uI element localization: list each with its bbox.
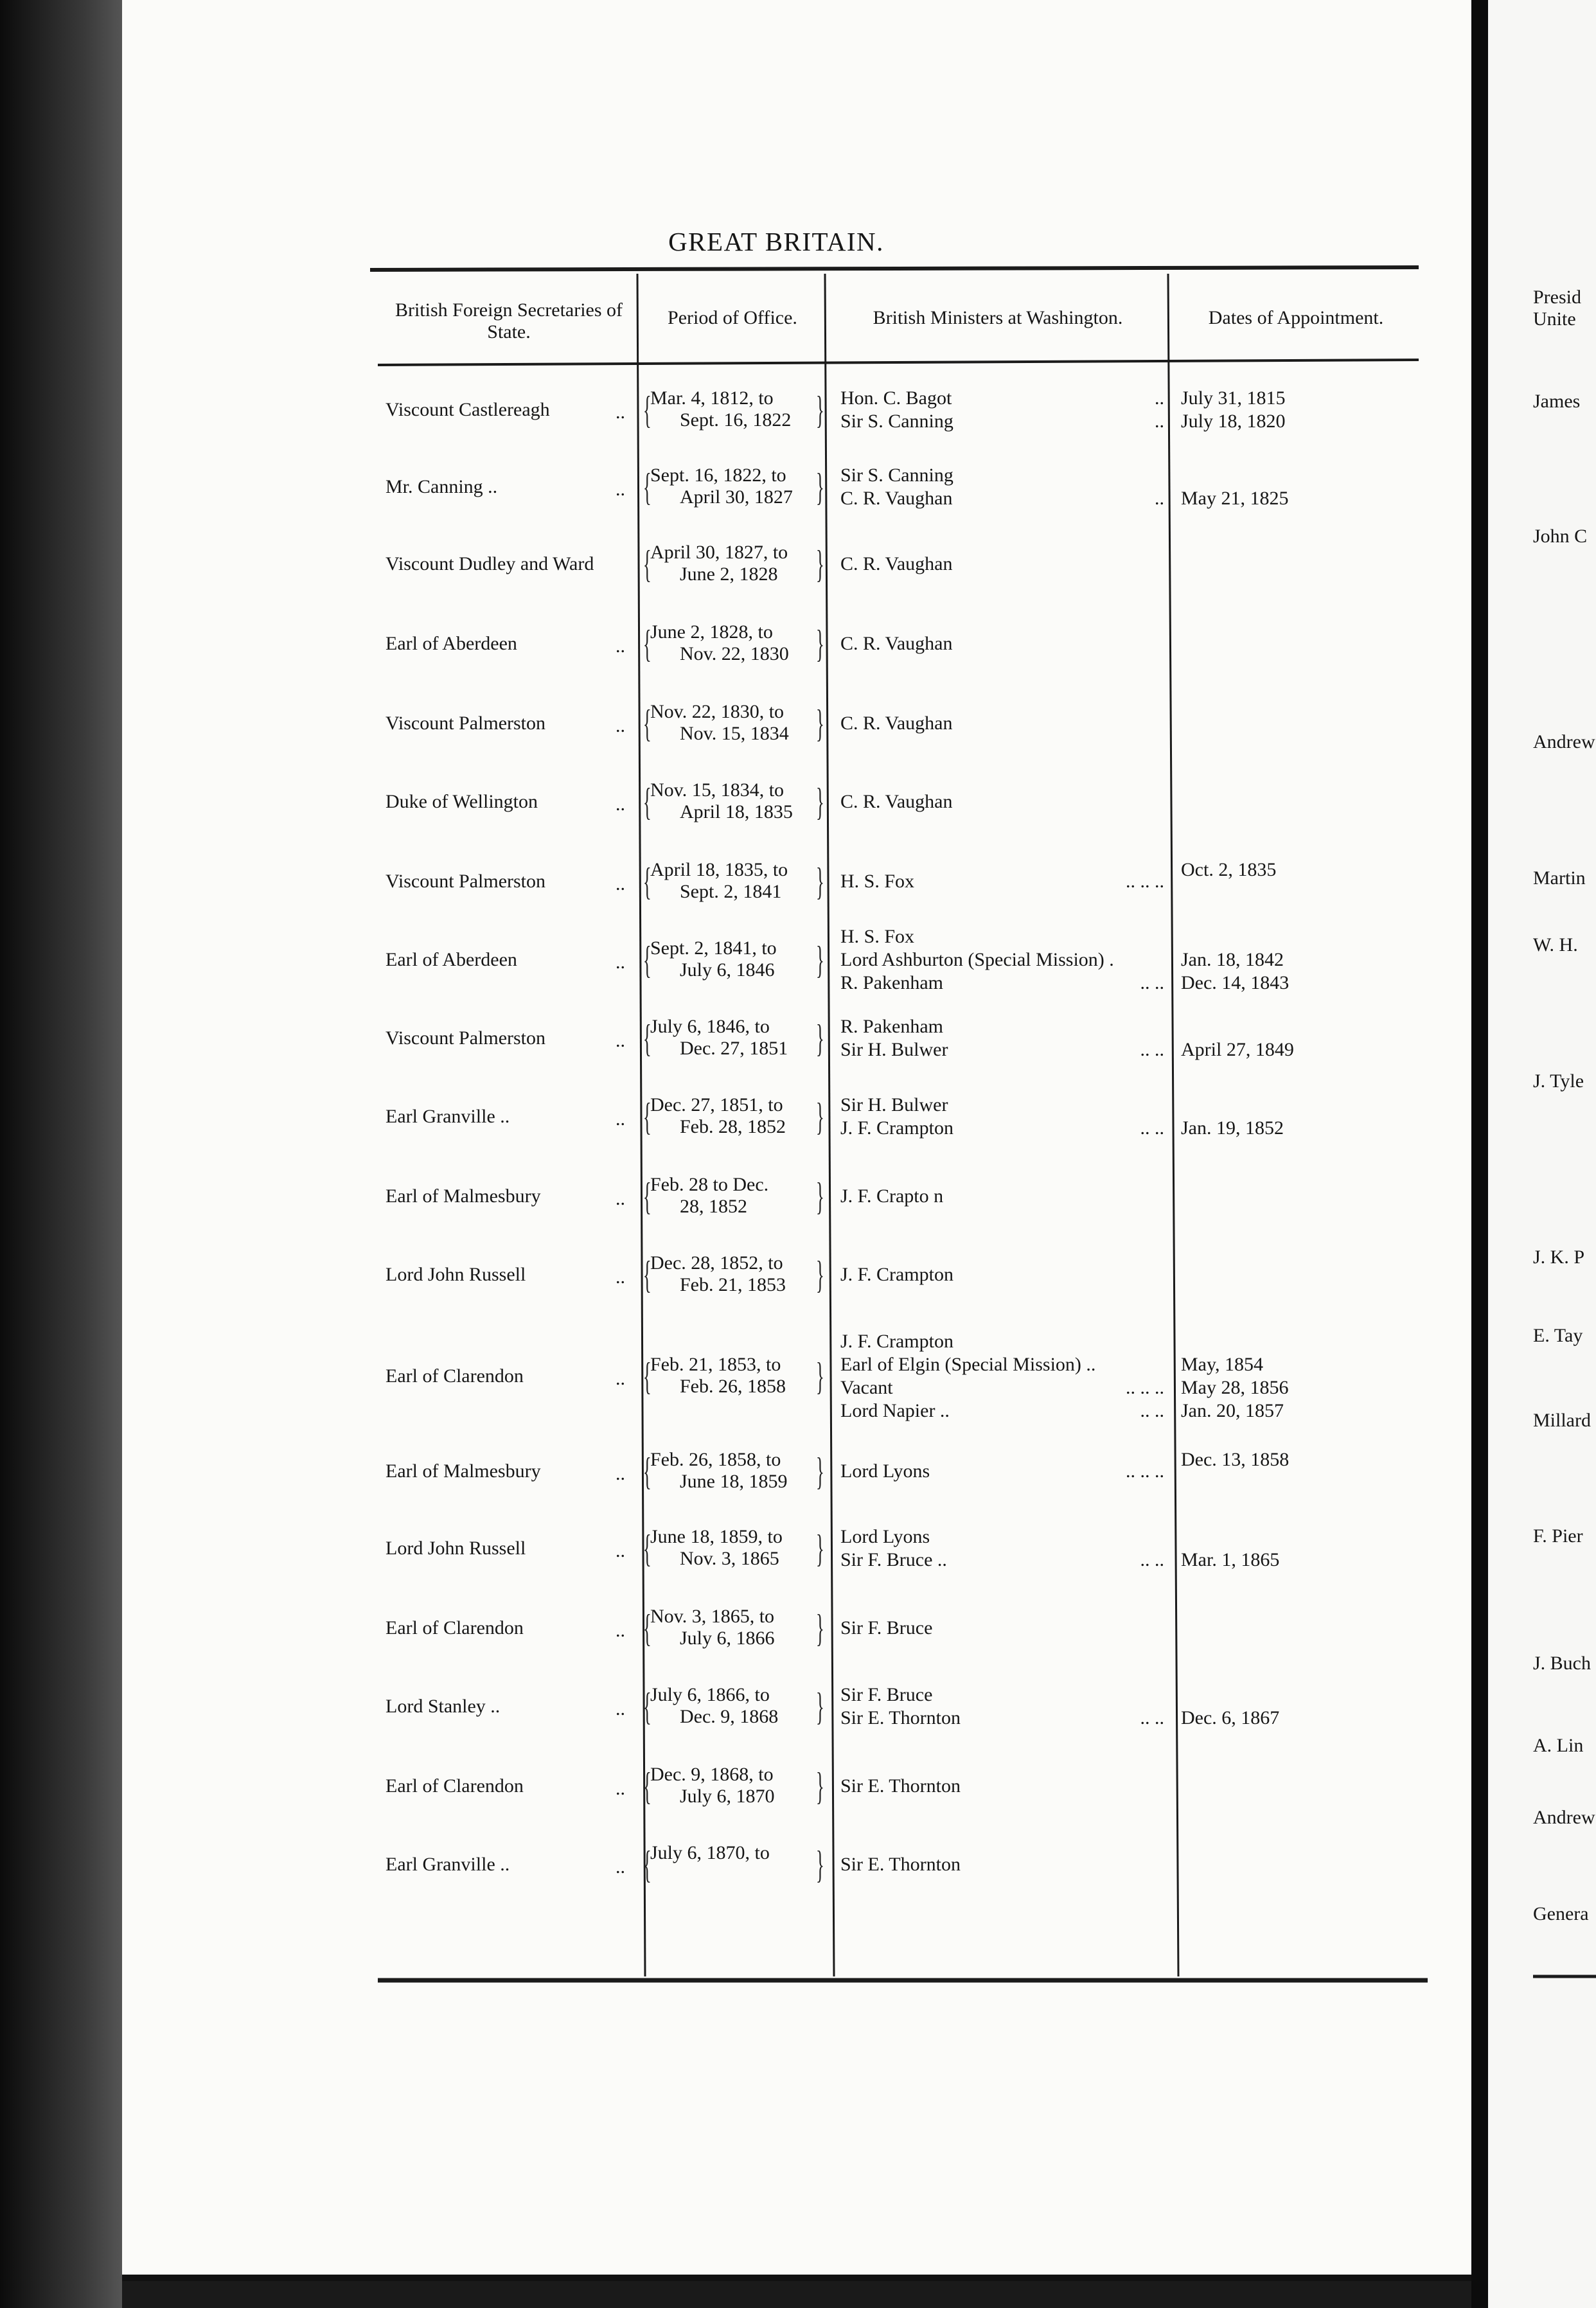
period-open-brace: { (643, 623, 652, 665)
minister-leader-dots: .. .. (1140, 1039, 1164, 1060)
period-open-brace: { (643, 1096, 652, 1138)
secretary-leader-dots: .. (616, 1463, 625, 1484)
period-close-brace: } (815, 389, 824, 431)
adjacent-page-row: Andrew (1533, 731, 1595, 752)
secretary-name: Lord Stanley .. (386, 1696, 501, 1717)
period-start: Dec. 28, 1852, to (650, 1252, 783, 1274)
minister-name: H. S. Fox (840, 926, 915, 947)
period-end: 28, 1852 (680, 1196, 747, 1217)
period-close-brace: } (815, 860, 824, 903)
period-close-brace: } (815, 1096, 824, 1138)
minister-name: Hon. C. Bagot (840, 387, 952, 409)
minister-name: Sir S. Canning (840, 465, 953, 486)
minister-name: Sir E. Thornton (840, 1854, 961, 1875)
period-open-brace: { (643, 1450, 652, 1493)
appointment-date: July 18, 1820 (1181, 411, 1286, 432)
header-dates-text: Dates of Appointment. (1208, 307, 1384, 328)
period-close-brace: } (815, 1843, 824, 1886)
period-end: Nov. 15, 1834 (680, 723, 789, 744)
table-top-rule (370, 267, 1419, 270)
adjacent-page-row: Martin (1533, 867, 1586, 889)
adjacent-page-row: Andrew (1533, 1807, 1595, 1828)
secretary-name: Viscount Palmerston (386, 871, 546, 892)
secretary-leader-dots: .. (616, 1540, 625, 1561)
period-open-brace: { (643, 1175, 652, 1218)
minister-name: J. F. Crampton (840, 1331, 953, 1352)
period-close-brace: } (815, 1765, 824, 1807)
period-open-brace: { (643, 389, 652, 431)
period-start: Nov. 22, 1830, to (650, 701, 785, 722)
secretary-name: Earl of Malmesbury (386, 1185, 541, 1207)
minister-leader-dots: .. (1155, 387, 1164, 409)
period-end: July 6, 1846 (680, 959, 775, 981)
column-divider-dates (1168, 274, 1178, 1976)
minister-name: Sir H. Bulwer (840, 1039, 948, 1060)
secretary-leader-dots: .. (616, 1856, 625, 1877)
minister-name: Vacant (840, 1377, 893, 1398)
header-ministers (828, 307, 1168, 329)
adjacent-page-row: A. Lin (1533, 1735, 1584, 1756)
header-ministers-text: British Ministers at Washington. (873, 307, 1123, 328)
header-dates (1171, 307, 1421, 329)
minister-leader-dots: .. .. .. (1126, 871, 1164, 892)
secretary-leader-dots: .. (616, 1266, 625, 1288)
period-close-brace: } (815, 1175, 824, 1218)
appointment-date: Dec. 6, 1867 (1181, 1707, 1280, 1728)
secretary-name: Earl of Clarendon (386, 1775, 524, 1797)
adjacent-page-row: J. Buch (1533, 1653, 1591, 1674)
secretary-name: Earl of Malmesbury (386, 1460, 541, 1482)
minister-name: C. R. Vaughan (840, 713, 953, 734)
appointment-date: May, 1854 (1181, 1354, 1264, 1375)
period-end: Sept. 16, 1822 (680, 409, 792, 431)
secretary-name: Lord John Russell (386, 1538, 526, 1559)
minister-leader-dots: .. .. (1140, 972, 1164, 993)
period-open-brace: { (643, 781, 652, 823)
page-title: GREAT BRITAIN. (668, 227, 884, 256)
minister-name: R. Pakenham (840, 972, 943, 993)
appointment-date: Dec. 14, 1843 (1181, 972, 1290, 993)
minister-name: J. F. Crampton (840, 1117, 953, 1139)
minister-name: Lord Lyons (840, 1526, 930, 1547)
minister-name: Sir F. Bruce (840, 1684, 933, 1705)
minister-name: Sir E. Thornton (840, 1775, 961, 1797)
period-end: July 6, 1866 (680, 1628, 775, 1649)
period-start: June 2, 1828, to (650, 621, 773, 643)
secretary-leader-dots: .. (616, 794, 625, 815)
secretary-leader-dots: .. (616, 1368, 625, 1389)
header-period (640, 307, 825, 329)
period-end: April 18, 1835 (680, 801, 793, 822)
appointment-date: Jan. 20, 1857 (1181, 1400, 1284, 1421)
period-start: Mar. 4, 1812, to (650, 387, 774, 409)
appointment-date: Oct. 2, 1835 (1181, 859, 1277, 880)
secretary-leader-dots: .. (616, 402, 625, 423)
adjacent-page-row: J. K. P (1533, 1247, 1585, 1268)
secretary-leader-dots: .. (616, 952, 625, 973)
minister-name: C. R. Vaughan (840, 488, 953, 509)
secretary-leader-dots: .. (616, 1030, 625, 1051)
period-end: June 18, 1859 (680, 1471, 788, 1492)
adjacent-page-row: Genera (1533, 1903, 1589, 1924)
period-end: July 6, 1870 (680, 1786, 775, 1807)
header-period-text: Period of Office. (668, 307, 797, 328)
minister-name: J. F. Crapto n (840, 1185, 944, 1207)
period-close-brace: } (815, 1685, 824, 1728)
column-divider-ministers (825, 274, 834, 1976)
secretary-name: Duke of Wellington (386, 791, 538, 812)
period-start: Nov. 15, 1834, to (650, 779, 785, 801)
secretary-name: Earl Granville .. (386, 1854, 510, 1875)
secretary-name: Earl of Clarendon (386, 1365, 524, 1387)
header-bottom-rule (378, 360, 1419, 365)
secretary-leader-dots: .. (616, 715, 625, 736)
period-open-brace: { (643, 1607, 652, 1649)
minister-name: Sir H. Bulwer (840, 1094, 948, 1115)
minister-name: Sir F. Bruce (840, 1617, 933, 1638)
minister-name: C. R. Vaughan (840, 633, 953, 654)
period-close-brace: } (815, 939, 824, 981)
period-close-brace: } (815, 781, 824, 823)
period-start: Feb. 26, 1858, to (650, 1449, 781, 1470)
period-open-brace: { (643, 1527, 652, 1570)
period-end: Feb. 21, 1853 (680, 1274, 786, 1295)
period-end: April 30, 1827 (680, 486, 793, 508)
appointment-date: April 27, 1849 (1181, 1039, 1294, 1060)
period-end: June 2, 1828 (680, 564, 778, 585)
secretary-leader-dots: .. (616, 635, 625, 657)
period-end: Feb. 26, 1858 (680, 1376, 786, 1397)
secretary-name: Viscount Palmerston (386, 713, 546, 734)
period-start: July 6, 1870, to (650, 1842, 770, 1863)
minister-name: Lord Lyons (840, 1460, 930, 1482)
period-end: Dec. 27, 1851 (680, 1038, 788, 1059)
minister-name: Sir S. Canning (840, 411, 953, 432)
secretary-name: Earl of Aberdeen (386, 633, 517, 654)
period-open-brace: { (643, 1765, 652, 1807)
adjacent-page-row: John C (1533, 526, 1588, 547)
secretary-leader-dots: .. (616, 1620, 625, 1641)
period-start: Feb. 28 to Dec. (650, 1174, 769, 1195)
secretary-name: Lord John Russell (386, 1264, 526, 1285)
period-end: Nov. 3, 1865 (680, 1548, 779, 1569)
period-open-brace: { (643, 466, 652, 508)
period-close-brace: } (815, 1450, 824, 1493)
minister-name: H. S. Fox (840, 871, 915, 892)
period-start: June 18, 1859, to (650, 1526, 783, 1547)
minister-name: Sir F. Bruce .. (840, 1549, 947, 1570)
secretary-name: Viscount Dudley and Ward (386, 553, 594, 574)
adjacent-page-row: E. Tay (1533, 1325, 1583, 1346)
period-start: Feb. 21, 1853, to (650, 1354, 781, 1375)
appointment-date: Dec. 13, 1858 (1181, 1449, 1290, 1470)
appointment-date: Jan. 18, 1842 (1181, 949, 1284, 970)
adjacent-page-row: Millard (1533, 1410, 1591, 1431)
appointment-date: May 21, 1825 (1181, 488, 1289, 509)
adjacent-page-row: F. Pier (1533, 1525, 1583, 1547)
period-open-brace: { (643, 1685, 652, 1728)
period-close-brace: } (815, 466, 824, 508)
adjacent-page-header: Presid (1533, 287, 1581, 308)
secretary-name: Viscount Palmerston (386, 1027, 546, 1049)
period-open-brace: { (643, 543, 652, 585)
period-end: Dec. 9, 1868 (680, 1706, 779, 1727)
minister-name: C. R. Vaughan (840, 791, 953, 812)
minister-leader-dots: .. .. (1140, 1117, 1164, 1139)
period-start: Sept. 2, 1841, to (650, 937, 777, 959)
appointment-date: Mar. 1, 1865 (1181, 1549, 1280, 1570)
secretary-leader-dots: .. (616, 1108, 625, 1130)
period-close-brace: } (815, 1355, 824, 1398)
period-start: July 6, 1866, to (650, 1684, 770, 1705)
secretary-name: Earl Granville .. (386, 1106, 510, 1127)
secretary-name: Earl of Aberdeen (386, 949, 517, 970)
period-open-brace: { (643, 1017, 652, 1060)
secretary-leader-dots: .. (616, 1698, 625, 1719)
minister-name: Earl of Elgin (Special Mission) .. (840, 1354, 1096, 1375)
period-end: Nov. 22, 1830 (680, 643, 789, 664)
period-start: Dec. 27, 1851, to (650, 1094, 783, 1115)
period-close-brace: } (815, 543, 824, 585)
period-open-brace: { (643, 702, 652, 745)
period-open-brace: { (643, 939, 652, 981)
secretary-leader-dots: .. (616, 1188, 625, 1209)
appointment-date: May 28, 1856 (1181, 1377, 1289, 1398)
header-secretaries-text: British Foreign Secretaries of State. (395, 299, 623, 342)
minister-name: Sir E. Thornton (840, 1707, 961, 1728)
adjacent-page-header: Unite (1533, 308, 1576, 330)
period-close-brace: } (815, 1607, 824, 1649)
minister-leader-dots: .. .. .. (1126, 1460, 1164, 1482)
adjacent-page-row: W. H. (1533, 934, 1578, 955)
secretary-name: Earl of Clarendon (386, 1617, 524, 1638)
minister-name: Lord Ashburton (Special Mission) . (840, 949, 1114, 970)
period-start: Sept. 16, 1822, to (650, 465, 786, 486)
minister-leader-dots: .. .. .. (1126, 1377, 1164, 1398)
secretary-leader-dots: .. (616, 479, 625, 500)
period-close-brace: } (815, 623, 824, 665)
period-start: Nov. 3, 1865, to (650, 1606, 775, 1627)
minister-leader-dots: .. (1155, 411, 1164, 432)
secretary-leader-dots: .. (616, 873, 625, 894)
period-end: Feb. 28, 1852 (680, 1116, 786, 1137)
period-end: Sept. 2, 1841 (680, 881, 782, 902)
period-open-brace: { (643, 1355, 652, 1398)
period-close-brace: } (815, 702, 824, 745)
adjacent-page-row: James (1533, 391, 1581, 412)
period-close-brace: } (815, 1017, 824, 1060)
period-close-brace: } (815, 1527, 824, 1570)
period-open-brace: { (643, 1254, 652, 1296)
header-secretaries (380, 299, 637, 343)
minister-name: C. R. Vaughan (840, 553, 953, 574)
period-open-brace: { (643, 1843, 652, 1886)
period-close-brace: } (815, 1254, 824, 1296)
appointment-date: July 31, 1815 (1181, 387, 1286, 409)
minister-leader-dots: .. (1155, 488, 1164, 509)
secretary-name: Viscount Castlereagh (386, 399, 550, 420)
minister-leader-dots: .. .. (1140, 1707, 1164, 1728)
secretary-name: Mr. Canning .. (386, 476, 498, 497)
adjacent-page-row: J. Tyle (1533, 1070, 1584, 1092)
period-open-brace: { (643, 860, 652, 903)
secretary-leader-dots: .. (616, 1778, 625, 1799)
minister-name: R. Pakenham (840, 1016, 943, 1037)
period-start: April 18, 1835, to (650, 859, 788, 880)
period-start: Dec. 9, 1868, to (650, 1764, 774, 1785)
minister-leader-dots: .. .. (1140, 1549, 1164, 1570)
minister-name: Lord Napier .. (840, 1400, 950, 1421)
period-start: July 6, 1846, to (650, 1016, 770, 1037)
minister-leader-dots: .. .. (1140, 1400, 1164, 1421)
appointment-date: Jan. 19, 1852 (1181, 1117, 1284, 1139)
period-start: April 30, 1827, to (650, 542, 788, 563)
minister-name: J. F. Crampton (840, 1264, 953, 1285)
